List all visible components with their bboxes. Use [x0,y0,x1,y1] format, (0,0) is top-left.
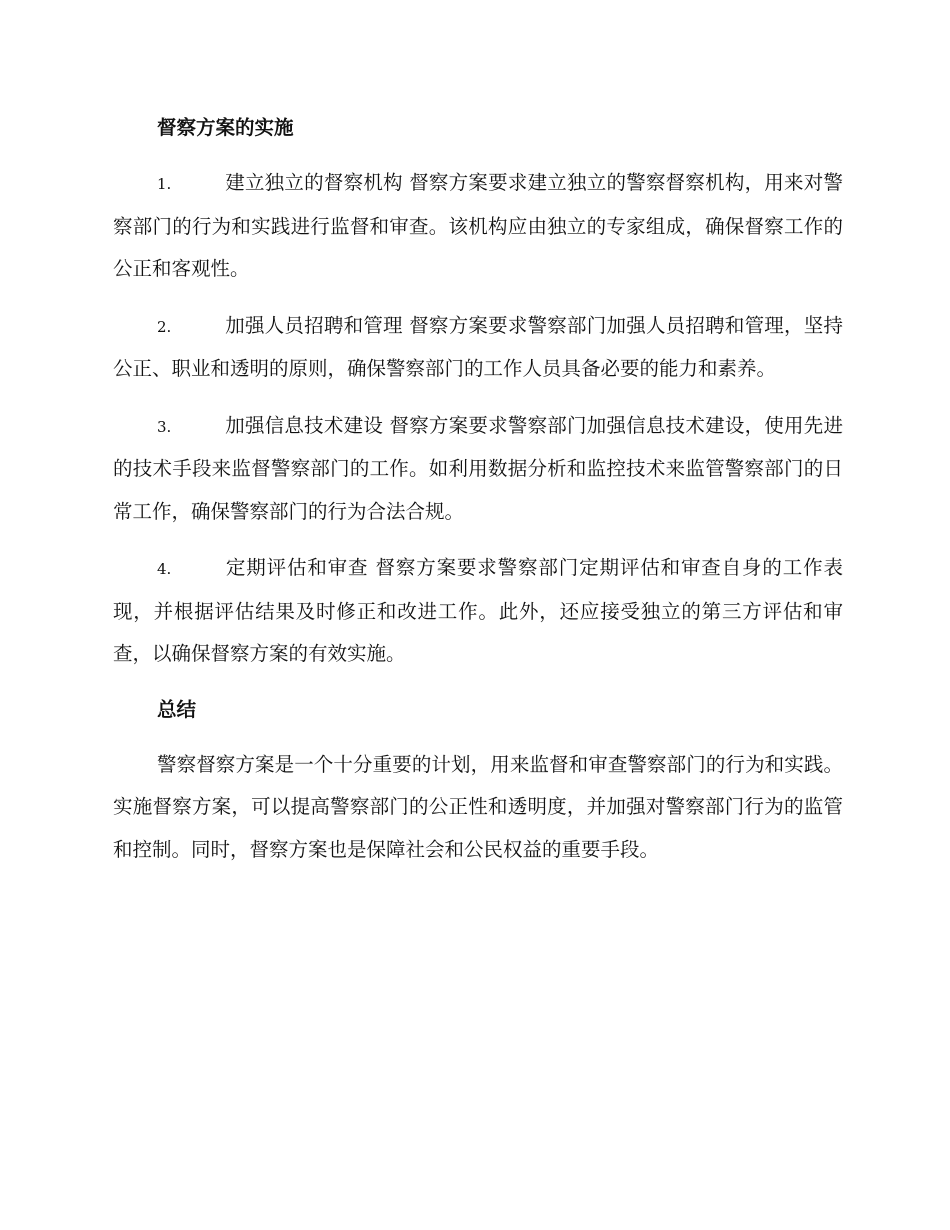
document-page [113,108,843,885]
list-item-number: 2. [157,317,172,336]
list-item-1 [113,162,843,291]
list-item-2 [113,305,843,391]
list-item-number: 4. [157,560,172,578]
list-item-4 [113,547,843,676]
list-item-text: 加强人员招聘和管理 督察方案要求警察部门加强人员招聘和管理，坚持公正、职业和透明的原则，确保警察部门的工作人员具备必要的能力和素养。 [113,313,843,380]
section-heading-summary: 总结 [157,697,197,721]
list-item-number: 1. [157,175,172,193]
list-item-3 [113,405,843,534]
list-item-number: 3. [157,417,172,436]
list-item-text: 定期评估和审查 督察方案要求警察部门定期评估和审查自身的工作表现，并根据评估结果及时修正和改进工作。此外，还应接受独立的第三方评估和审查，以确保督察方案的有效实施。 [113,556,843,665]
list-item-text: 建立独立的督察机构 督察方案要求建立独立的警察督察机构，用来对警察部门的行为和实践进行监督和审查。该机构应由独立的专家组成，确保督察工作的公正和客观性。 [113,171,843,280]
list-item-text: 加强信息技术建设 督察方案要求警察部门加强信息技术建设，使用先进的技术手段来监督警察部门的工作。如利用数据分析和监控技术来监管警察部门的日常工作，确保警察部门的行为合法合规。 [113,413,843,523]
summary-paragraph: 警察督察方案是一个十分重要的计划，用来监督和审查警察部门的行为和实践。实施督察方案，可以提高警察部门的公正性和透明度，并加强对警察部门行为的监管和控制。同时，督察方案也是保障社会和公民权益的重要手段。 [113,752,843,861]
section-heading-implementation: 督察方案的实施 [157,116,294,139]
